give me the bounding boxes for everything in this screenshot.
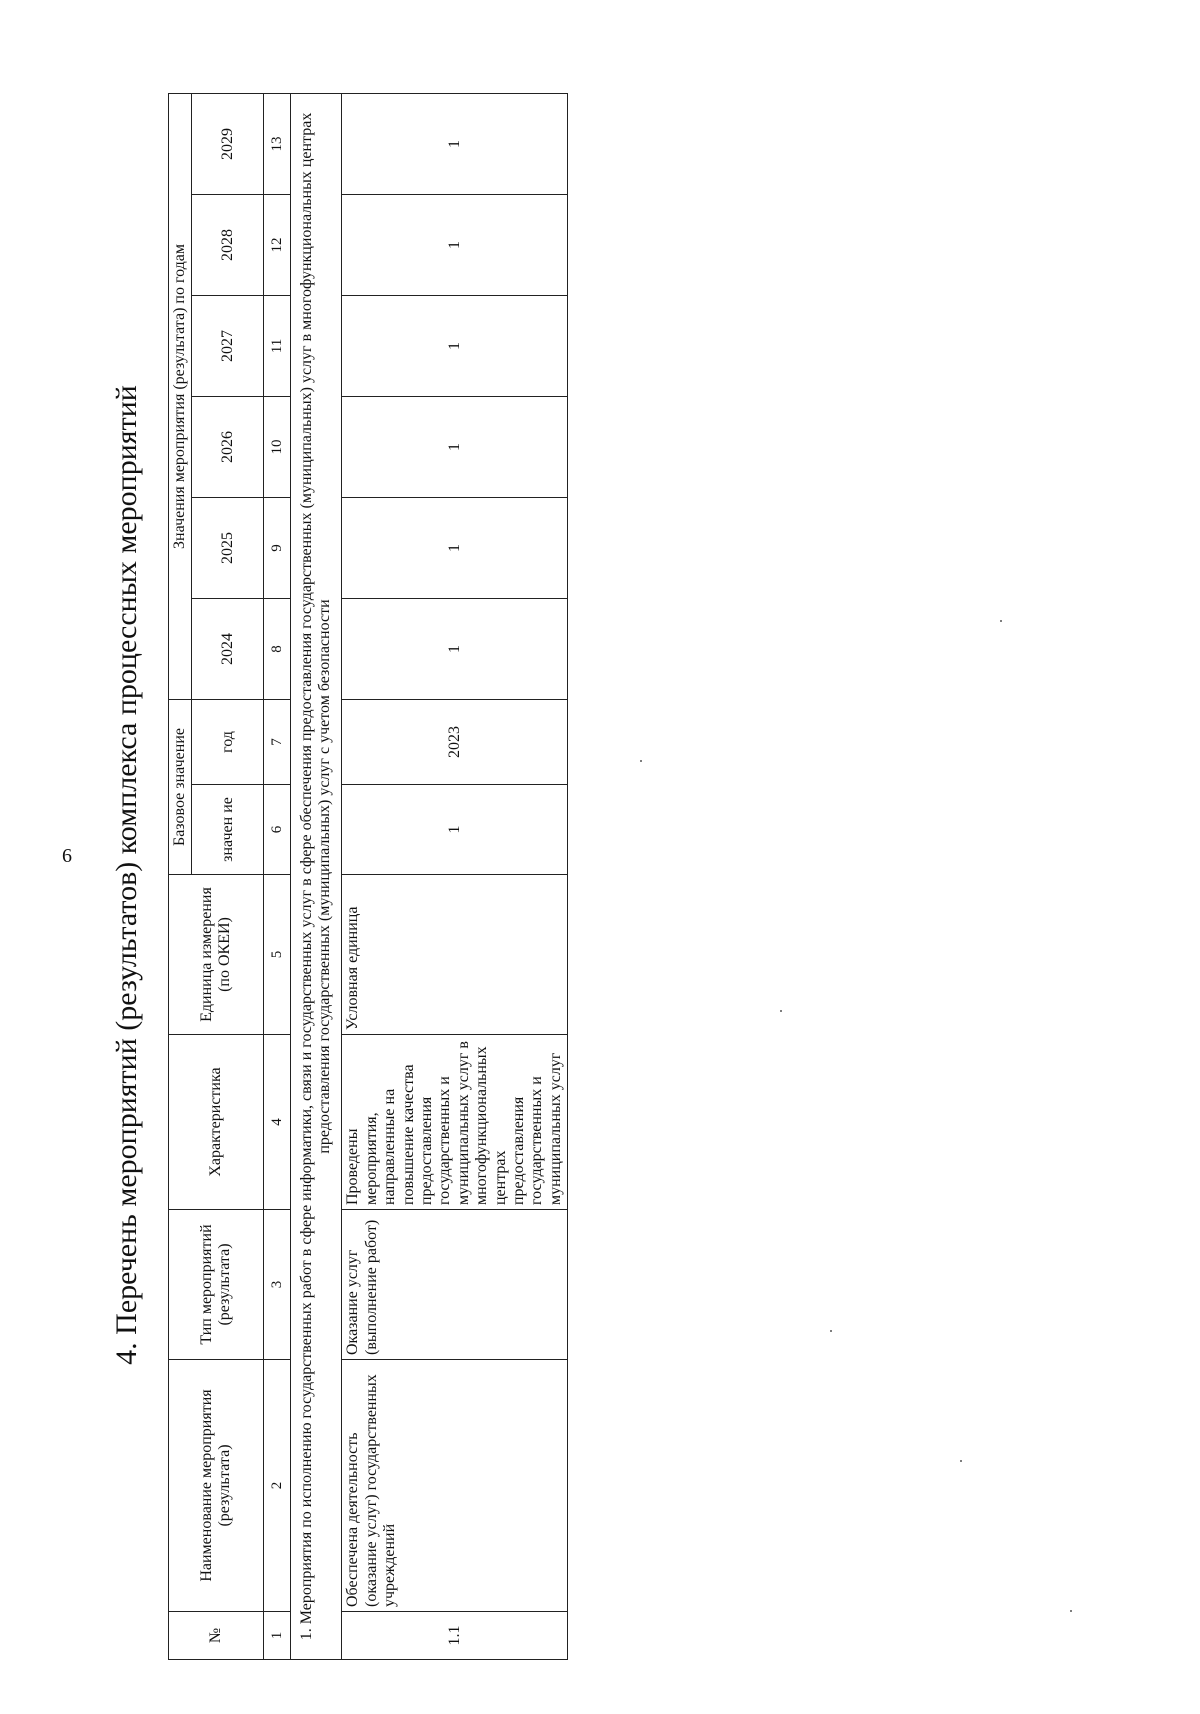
header-type: Тип мероприятий (результата)	[169, 1210, 264, 1360]
row-base-value: 1	[342, 785, 568, 875]
column-number: 3	[264, 1210, 291, 1360]
header-year: 2025	[192, 497, 264, 598]
row-base-year: 2023	[342, 699, 568, 784]
column-number: 9	[264, 497, 291, 598]
scan-speck	[640, 760, 642, 762]
rotated-page-content	[110, 50, 670, 1700]
header-base: Базовое значение	[169, 699, 192, 874]
measures-table	[168, 93, 568, 1660]
row-num: 1.1	[342, 1612, 568, 1660]
column-number: 8	[264, 598, 291, 699]
header-year: 2029	[192, 93, 264, 194]
section-row	[291, 93, 342, 1659]
header-year: 2028	[192, 194, 264, 295]
column-number: 1	[264, 1612, 291, 1660]
scan-speck	[960, 1460, 962, 1462]
header-base-value: значен ие	[192, 785, 264, 875]
header-name: Наименование мероприятия (результата)	[169, 1360, 264, 1612]
section-title: 1. Мероприятия по исполнению государственных работ в сфере информатики, связи и государственных услуг в сфере обеспечения предоставления государственных (муниципальных) услуг в многофункциональных центрах предоставления государственных (муниципальных) услуг с учетом безопасности	[291, 93, 342, 1659]
row-name: Обеспечена деятельность (оказание услуг) государственных учреждений	[342, 1360, 568, 1612]
column-number: 4	[264, 1035, 291, 1210]
header-values-by-year: Значения мероприятия (результата) по годам	[169, 93, 192, 699]
table-row	[342, 93, 568, 1659]
scan-speck	[1000, 620, 1002, 622]
row-value-2027: 1	[342, 295, 568, 396]
header-num: №	[169, 1612, 264, 1660]
column-number: 13	[264, 93, 291, 194]
column-number: 5	[264, 875, 291, 1035]
column-number: 2	[264, 1360, 291, 1612]
row-unit: Условная единица	[342, 875, 568, 1035]
scan-speck	[830, 1330, 832, 1332]
column-number: 12	[264, 194, 291, 295]
scan-speck	[1070, 1610, 1072, 1612]
header-characteristic: Характеристика	[169, 1035, 264, 1210]
row-type: Оказание услуг (выполнение работ)	[342, 1210, 568, 1360]
header-year: 2024	[192, 598, 264, 699]
header-unit: Единица измерения (по ОКЕИ)	[169, 875, 264, 1035]
column-number: 7	[264, 699, 291, 784]
header-row	[169, 93, 192, 1659]
column-number: 11	[264, 295, 291, 396]
column-number: 6	[264, 785, 291, 875]
column-number: 10	[264, 396, 291, 497]
column-number-row	[264, 93, 291, 1659]
header-base-year: год	[192, 699, 264, 784]
row-value-2025: 1	[342, 497, 568, 598]
page-number: 6	[62, 845, 72, 867]
row-value-2024: 1	[342, 598, 568, 699]
scan-speck	[780, 1010, 782, 1012]
row-value-2029: 1	[342, 93, 568, 194]
row-value-2028: 1	[342, 194, 568, 295]
header-year: 2027	[192, 295, 264, 396]
row-characteristic: Проведены мероприятия, направленные на повышение качества предоставления государственных и муниципальных услуг в многофункциональных центрах предоставления государственных и муниципальных услуг	[342, 1035, 568, 1210]
page-title: 4. Перечень мероприятий (результатов) комплекса процессных мероприятий	[110, 385, 143, 1365]
header-year: 2026	[192, 396, 264, 497]
row-value-2026: 1	[342, 396, 568, 497]
